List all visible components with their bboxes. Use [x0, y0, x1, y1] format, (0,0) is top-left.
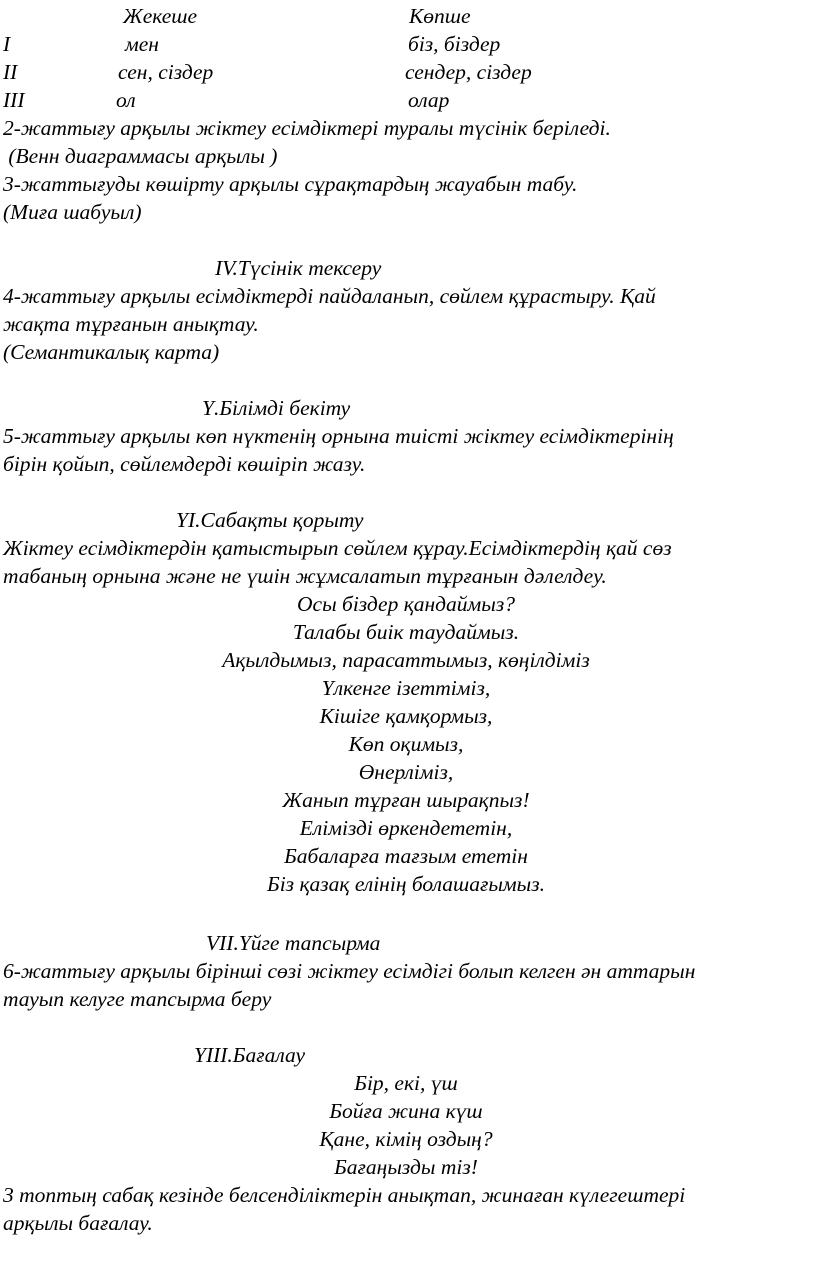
table-row-plural: сендер, сіздер — [405, 60, 532, 84]
table-row-singular: мен — [125, 32, 159, 56]
poem-line: Өнерліміз, — [358, 760, 454, 784]
paragraph-line: бірін қойып, сөйлемдерді көшіріп жазу. — [3, 452, 366, 476]
paragraph-line: тауып келуге тапсырма беру — [3, 987, 272, 1011]
paragraph-line: (Семантикалық карта) — [3, 340, 220, 364]
paragraph-line: арқылы бағалау. — [3, 1211, 153, 1235]
table-header-plural: Көпше — [409, 4, 471, 28]
paragraph-line: жақта тұрғанын анықтау. — [3, 312, 259, 336]
poem-line: Талабы биік таудаймыз. — [292, 620, 520, 644]
table-row-plural: біз, біздер — [408, 32, 501, 56]
poem-line: Біз қазақ елінің болашағымыз. — [267, 872, 545, 896]
section-heading: ҮІІІ.Бағалау — [194, 1043, 306, 1067]
table-row-singular: сен, сіздер — [118, 60, 214, 84]
poem-line: Бір, екі, үш — [354, 1071, 458, 1095]
intro-line: 2-жаттығу арқылы жіктеу есімдіктері туралы түсінік беріледі. — [3, 116, 611, 140]
paragraph-line: 5-жаттығу арқылы көп нүктенің орнына тиісті жіктеу есімдіктерінің — [3, 424, 674, 448]
poem-line: Бабаларға тағзым ететін — [284, 844, 528, 868]
paragraph-line: 4-жаттығу арқылы есімдіктерді пайдаланып, сөйлем құрастыру. Қай — [3, 284, 656, 308]
table-row-singular: ол — [116, 88, 136, 112]
poem-line: Көп оқимыз, — [348, 732, 464, 756]
intro-line: 3-жаттығуды көшірту арқылы сұрақтардың жауабын табу. — [3, 172, 578, 196]
poem-line: Қане, кімің оздың? — [319, 1127, 493, 1151]
section-heading: IV.Түсінік тексеру — [215, 256, 382, 280]
paragraph-line: 3 топтың сабақ кезінде белсенділіктерін анықтап, жинаған күлегештері — [3, 1183, 686, 1207]
section-heading: ҮІ.Сабақты қорыту — [176, 508, 364, 532]
table-row-person: III — [3, 88, 25, 112]
poem-line: Елімізді өркендететін, — [299, 816, 513, 840]
table-row-person: II — [3, 60, 18, 84]
poem-line: Үлкенге ізеттіміз, — [321, 676, 491, 700]
paragraph-line: Жіктеу есімдіктердін қатыстырып сөйлем құрау.Есімдіктердің қай сөз — [3, 536, 672, 560]
intro-line: (Миға шабуыл) — [3, 200, 142, 224]
intro-line: (Венн диаграммасы арқылы ) — [3, 144, 278, 168]
poem-line: Ақылдымыз, парасаттымыз, көңілдіміз — [222, 648, 590, 672]
section-heading: VII.Үйге тапсырма — [206, 931, 381, 955]
poem-line: Кішіге қамқормыз, — [319, 704, 493, 728]
poem-line: Жанып тұрған шырақпыз! — [282, 788, 530, 812]
table-row-plural: олар — [408, 88, 450, 112]
table-header-singular: Жекеше — [123, 4, 198, 28]
table-row-person: I — [3, 32, 11, 56]
poem-line: Бойға жина күш — [329, 1099, 483, 1123]
paragraph-line: табаның орнына және не үшін жұмсалатып тұрғанын дәлелдеу. — [3, 564, 607, 588]
poem-line: Осы біздер қандаймыз? — [297, 592, 515, 616]
paragraph-line: 6-жаттығу арқылы бірінші сөзі жіктеу есімдігі болып келген ән аттарын — [3, 959, 696, 983]
section-heading: Ү.Білімді бекіту — [202, 396, 351, 420]
poem-line: Бағаңызды тіз! — [334, 1155, 478, 1179]
